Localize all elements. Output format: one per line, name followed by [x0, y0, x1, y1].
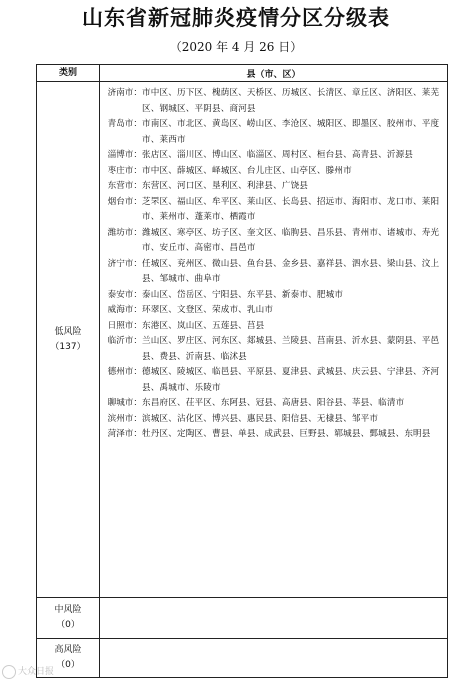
city-name: 菏泽市：: [107, 429, 142, 439]
city-counties: 市南区、市北区、黄岛区、崂山区、李沧区、城阳区、即墨区、胶州市、平度市、莱西市: [142, 119, 440, 145]
city-name: 潍坊市：: [107, 227, 142, 238]
city-row: [104, 412, 447, 428]
city-name: 滨州市：: [107, 413, 142, 424]
city-counties: 环翠区、文登区、荣成市、乳山市: [142, 305, 274, 315]
city-name: 威海市：: [107, 305, 142, 315]
city-counties: 滨城区、沾化区、博兴县、惠民县、阳信县、无棣县、邹平市: [142, 413, 379, 424]
city-counties: 兰山区、罗庄区、河东区、郯城县、兰陵县、莒南县、沂水县、蒙阴县、平邑县、费县、沂南县、临沭县: [142, 336, 440, 362]
city-counties: 牡丹区、定陶区、曹县、单县、成武县、巨野县、郓城县、鄄城县、东明县: [142, 429, 431, 439]
low-risk-count: （137）: [50, 341, 86, 352]
city-row: [104, 365, 447, 396]
city-counties: 任城区、兖州区、微山县、鱼台县、金乡县、嘉祥县、泗水县、梁山县、汶上县、邹城市、曲阜市: [142, 258, 440, 284]
high-risk-label: 高风险: [54, 645, 82, 655]
city-row: [104, 195, 447, 226]
city-row: [104, 303, 447, 319]
city-name: 济南市：: [107, 88, 142, 98]
city-name: 泰安市：: [107, 289, 142, 300]
page-title: 山东省新冠肺炎疫情分区分级表: [82, 6, 390, 30]
city-counties: 东营区、河口区、垦利区、利津县、广饶县: [142, 181, 309, 191]
high-risk-county-list: [100, 639, 448, 678]
city-name: 德州市：: [107, 367, 142, 377]
city-name: 聊城市：: [107, 398, 142, 408]
high-risk-count: （0）: [56, 660, 80, 670]
table-header-row: [37, 65, 448, 82]
medium-risk-row: [37, 598, 448, 639]
city-row: [104, 319, 447, 335]
city-counties: 芝罘区、福山区、牟平区、莱山区、长岛县、招远市、海阳市、龙口市、莱阳市、莱州市、蓬莱市、栖霞市: [142, 196, 440, 222]
medium-risk-category: [37, 598, 100, 639]
city-name: 烟台市：: [107, 196, 142, 207]
header-counties: 县（市、区）: [100, 65, 448, 82]
medium-risk-county-list: [100, 598, 448, 639]
medium-risk-count: （0）: [56, 620, 80, 630]
low-risk-label: 低风险: [54, 326, 82, 337]
low-risk-category: [37, 82, 100, 598]
city-row: [104, 226, 447, 257]
city-row: [104, 334, 447, 365]
city-counties: 德城区、陵城区、临邑县、平原县、夏津县、武城县、庆云县、宁津县、齐河县、禹城市、乐陵市: [142, 367, 440, 393]
date-subtitle: （2020 年 4 月 26 日）: [169, 40, 303, 54]
low-risk-county-list: [100, 82, 448, 598]
low-risk-row: [37, 82, 448, 598]
city-counties: 市中区、历下区、槐荫区、天桥区、历城区、长清区、章丘区、济阳区、莱芜区、钢城区、平阴县、商河县: [142, 88, 440, 114]
city-name: 济宁市：: [107, 258, 142, 269]
city-name: 枣庄市：: [107, 165, 142, 176]
city-row: [104, 117, 447, 148]
city-row: [104, 164, 447, 180]
city-counties: 泰山区、岱岳区、宁阳县、东平县、新泰市、肥城市: [142, 289, 344, 300]
city-counties: 张店区、淄川区、博山区、临淄区、周村区、桓台县、高青县、沂源县: [142, 150, 414, 160]
city-row: [104, 148, 447, 164]
city-row: [104, 427, 447, 443]
city-row: [104, 179, 447, 195]
city-counties: 潍城区、寒亭区、坊子区、奎文区、临朐县、昌乐县、青州市、诸城市、寿光市、安丘市、高密市、昌邑市: [142, 227, 440, 253]
high-risk-row: [37, 639, 448, 678]
city-counties: 市中区、薛城区、峄城区、台儿庄区、山亭区、滕州市: [142, 165, 352, 176]
city-counties: 东港区、岚山区、五莲县、莒县: [142, 320, 265, 331]
city-row: [104, 86, 447, 117]
watermark: [2, 664, 54, 679]
city-row: [104, 288, 447, 304]
risk-level-table: [36, 64, 448, 678]
city-name: 日照市：: [107, 320, 142, 331]
city-row: [104, 257, 447, 288]
header-category: 类别: [37, 65, 100, 82]
city-name: 东营市：: [107, 181, 142, 191]
watermark-text: 大众日报: [18, 667, 55, 677]
city-name: 青岛市：: [107, 119, 142, 129]
city-name: 临沂市：: [107, 336, 142, 346]
newspaper-logo-icon: [2, 665, 16, 679]
city-name: 淄博市：: [107, 150, 142, 160]
medium-risk-label: 中风险: [54, 605, 82, 615]
city-counties: 东昌府区、茌平区、东阿县、冠县、高唐县、阳谷县、莘县、临清市: [142, 398, 405, 408]
city-row: [104, 396, 447, 412]
